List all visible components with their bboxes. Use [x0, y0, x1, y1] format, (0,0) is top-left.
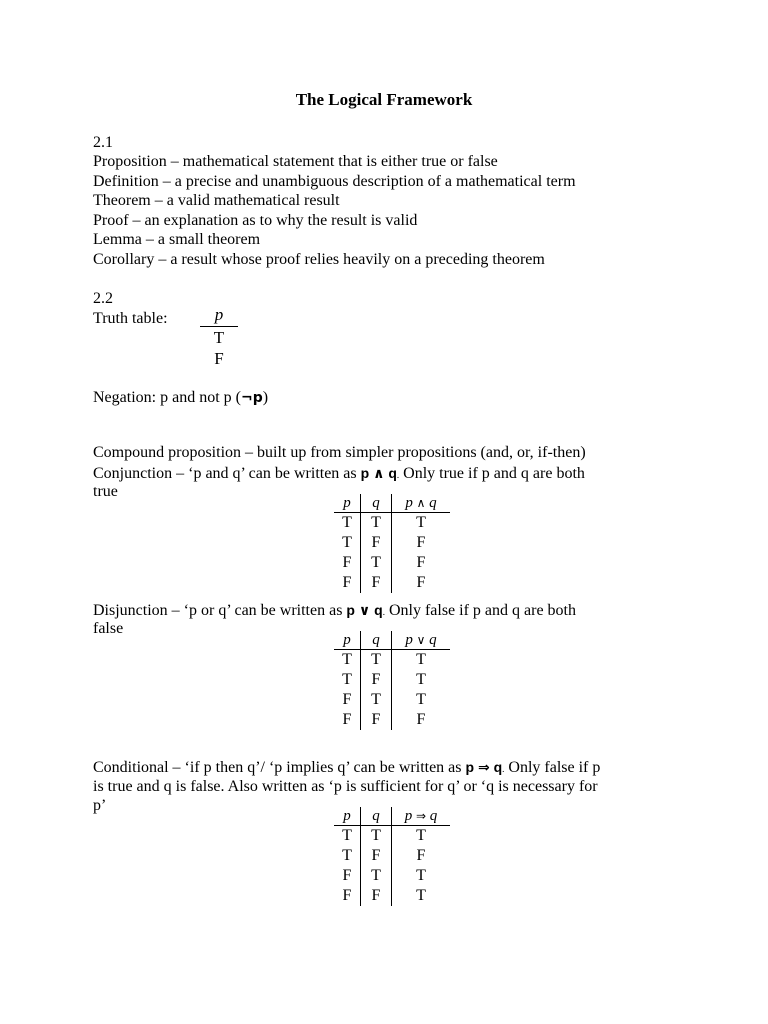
- table-header-q: q: [361, 807, 392, 826]
- and-operator-glyph: ∧: [416, 495, 426, 510]
- disjunction-text: Disjunction – ‘p or q’ can be written as: [93, 602, 347, 619]
- table-header-expression: p ∨ q: [392, 631, 451, 650]
- conjunction-text: Conjunction – ‘p and q’ can be written as: [93, 465, 361, 482]
- section-2-2-heading: 2.2: [93, 290, 113, 307]
- table-header-expression: p ∧ q: [392, 494, 451, 513]
- table-row: T T T: [334, 826, 450, 847]
- conditional-line-3: p’: [93, 797, 107, 814]
- section-2-1-heading: 2.1: [93, 134, 113, 151]
- table-header-row: [334, 631, 450, 650]
- table-row: F F F: [334, 710, 450, 730]
- definition-line-proof: Proof – an explanation as to why the result is valid: [93, 212, 418, 229]
- table-header-p: p: [334, 494, 361, 513]
- table-row: T F T: [334, 670, 450, 690]
- definition-line-theorem: Theorem – a valid mathematical result: [93, 192, 340, 209]
- or-operator-glyph: ∨: [416, 632, 426, 647]
- disjunction-text-post: Only false if p and q are both: [384, 602, 576, 619]
- conjunction-truth-table: [334, 494, 450, 593]
- table-header-row: [334, 494, 450, 513]
- implies-operator-glyph: ⇒: [415, 808, 427, 823]
- table-row: T F F: [334, 533, 450, 553]
- conditional-text-post: Only false if p: [504, 759, 601, 776]
- table-header-p: p: [334, 631, 361, 650]
- negation-close: ): [262, 389, 269, 406]
- conditional-dot: .: [502, 764, 505, 774]
- compound-proposition-line: Compound proposition – built up from simpler propositions (and, or, if-then): [93, 444, 586, 461]
- conditional-text: Conditional – ‘if p then q’/ ‘p implies q’ can be written as: [93, 759, 466, 776]
- single-variable-truth-table: [200, 305, 238, 369]
- conditional-line: [93, 757, 600, 779]
- table-header-row: [334, 807, 450, 826]
- disjunction-line: [93, 600, 576, 622]
- conditional-line-2: is true and q is false. Also written as ‘p is sufficient for q’ or ‘q is necessary for: [93, 778, 598, 795]
- table-row: F F T: [334, 886, 450, 906]
- page-title: The Logical Framework: [295, 90, 473, 109]
- table-header-p: p: [334, 807, 361, 826]
- conjunction-symbol: p ∧ q: [360, 465, 397, 481]
- truth-table-header-p: p: [200, 305, 238, 327]
- conjunction-line-cont: true: [93, 483, 118, 500]
- disjunction-symbol: p ∨ q: [346, 602, 383, 618]
- definition-line-corollary: Corollary – a result whose proof relies heavily on a preceding theorem: [93, 251, 545, 268]
- conditional-symbol: p ⇒ q: [465, 759, 503, 775]
- conjunction-line: [93, 463, 585, 485]
- negation-text: Negation: p and not p (: [93, 389, 241, 406]
- truth-table-cell: F: [214, 349, 224, 368]
- table-header-q: q: [361, 494, 392, 513]
- table-row: T T T: [334, 513, 450, 534]
- table-header-q: q: [361, 631, 392, 650]
- definition-line-proposition: Proposition – mathematical statement that is either true or false: [93, 153, 498, 170]
- conditional-truth-table: [334, 807, 450, 906]
- negation-symbol: ¬p: [240, 390, 263, 406]
- truth-table-cell: T: [213, 328, 225, 347]
- table-row: T T T: [334, 650, 450, 671]
- definition-line-definition: Definition – a precise and unambiguous description of a mathematical term: [93, 173, 576, 190]
- table-row: F T F: [334, 553, 450, 573]
- conjunction-text-post: Only true if p and q are both: [399, 465, 585, 482]
- table-row: F F F: [334, 573, 450, 593]
- truth-table-label: Truth table:: [93, 310, 168, 327]
- table-header-expression: p ⇒ q: [392, 807, 451, 826]
- definition-line-lemma: Lemma – a small theorem: [93, 231, 261, 248]
- conjunction-dot: .: [396, 470, 400, 480]
- disjunction-dot: .: [382, 607, 385, 617]
- disjunction-truth-table: [334, 631, 450, 730]
- negation-line: [93, 388, 268, 408]
- table-row: T F F: [334, 846, 450, 866]
- disjunction-line-cont: false: [93, 620, 124, 637]
- table-row: F T T: [334, 866, 450, 886]
- table-row: F T T: [334, 690, 450, 710]
